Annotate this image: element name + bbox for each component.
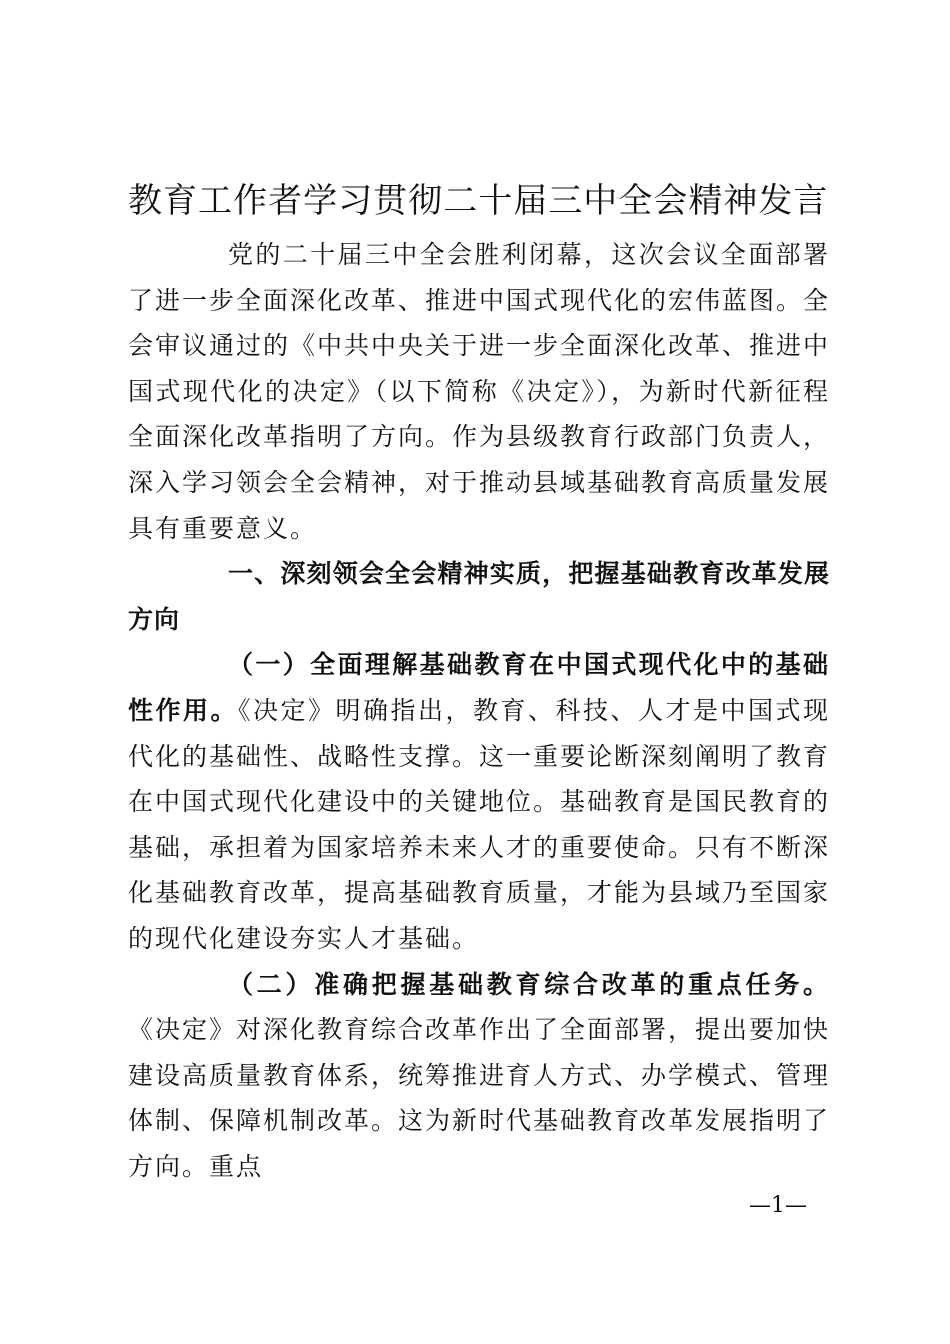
page-number: —1— [749,1193,807,1218]
subsection-paragraph-1 [128,642,830,961]
document-body [128,232,830,1189]
subsection-heading-1: （一）全面理解基础教育在中国式现代化中的基础性作用。 [128,650,830,725]
section-heading-1: 一、深刻领会全会精神实质，把握基础教育改革发展方向 [128,559,830,634]
subsection-paragraph-2 [128,962,830,1190]
document-title: 教育工作者学习贯彻二十届三中全会精神发言 [128,181,828,221]
subsection-text-2: 《决定》对深化教育综合改革作出了全面部署，提出要加快建设高质量教育体系，统筹推进育人方式、办学模式、管理体制、保障机制改革。这为新时代基础教育改革发展指明了方向。重点 [128,1015,831,1181]
subsection-text-1: 《决定》明确指出，教育、科技、人才是中国式现代化的基础性、战略性支撑。这一重要论断深刻阐明了教育在中国式现代化建设中的关键地位。基础教育是国民教育的基础，承担着为国家培养未来人才的重要使命。只有不断深化基础教育改革，提高基础教育质量，才能为县域乃至国家的现代化建设夯实人才基础。 [128,695,831,953]
subsection-heading-2: （二）准确把握基础教育综合改革的重点任务。 [228,969,830,999]
intro-paragraph: 党的二十届三中全会胜利闭幕，这次会议全面部署了进一步全面深化改革、推进中国式现代化的宏伟蓝图。全会审议通过的《中共中央关于进一步全面深化改革、推进中国式现代化的决定》（以下简称《决定》），为新时代新征程全面深化改革指明了方向。作为县级教育行政部门负责人，深入学习领会全会精神，对于推动县域基础教育高质量发展具有重要意义。 [128,240,831,543]
